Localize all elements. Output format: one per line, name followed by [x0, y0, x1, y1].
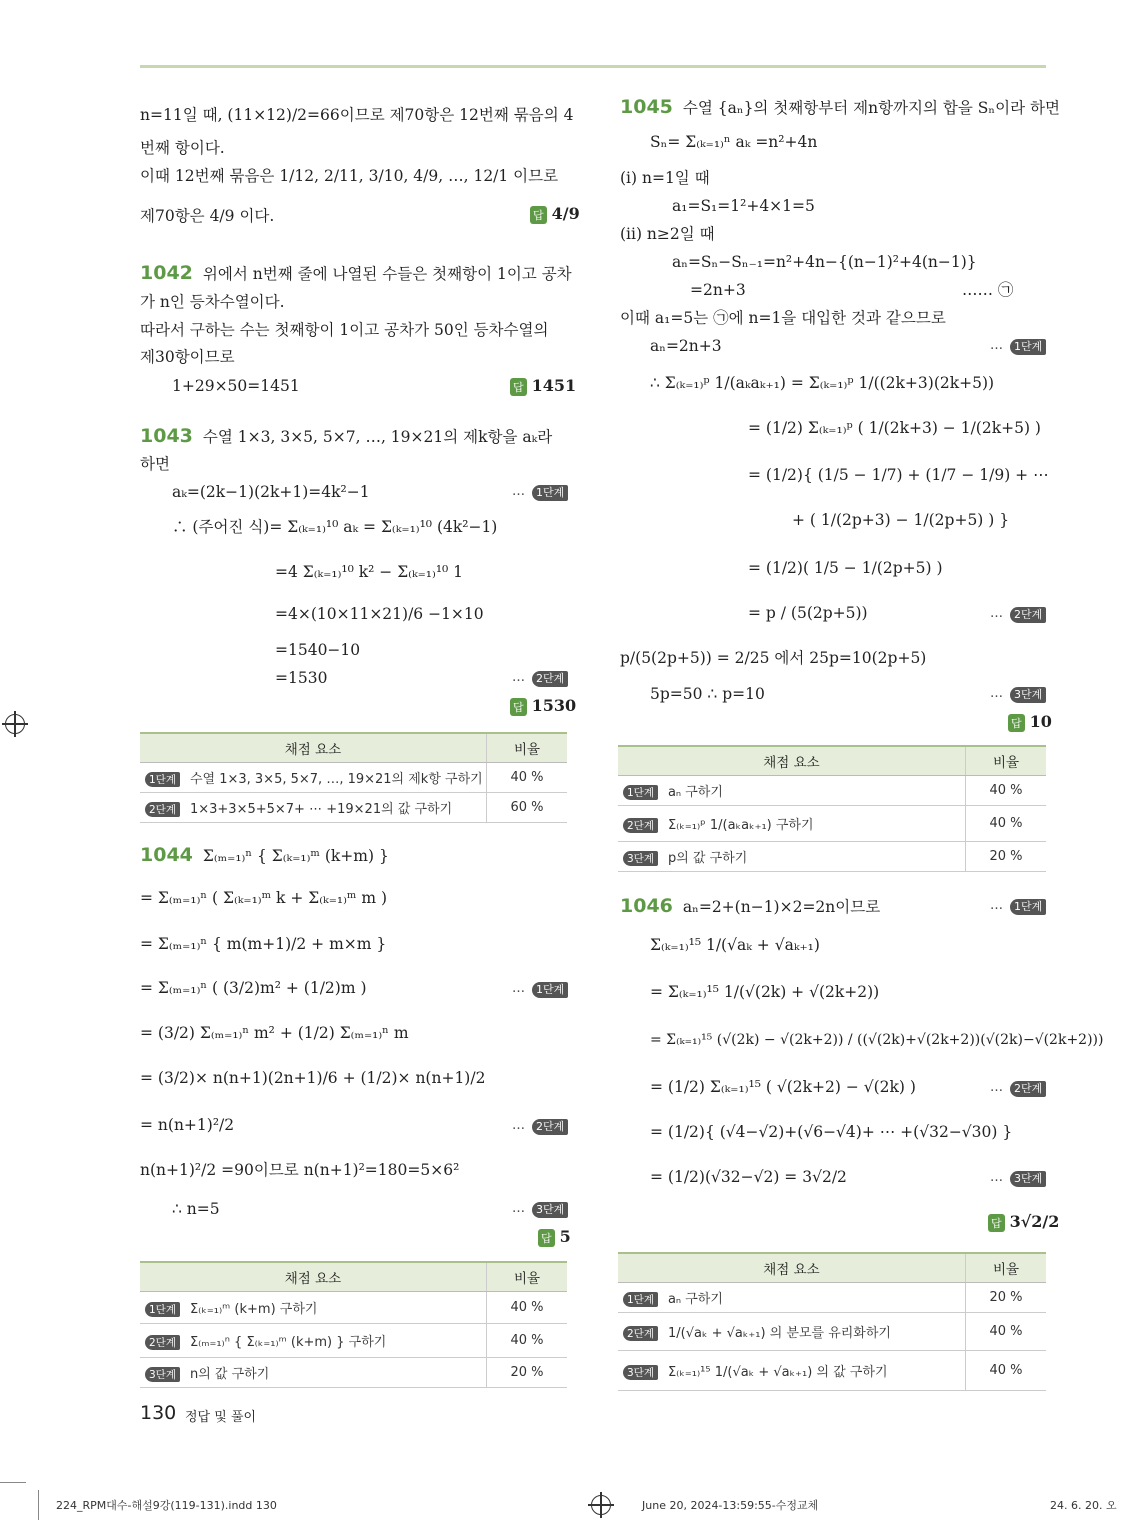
step-badge: 2단계 [532, 671, 568, 687]
math-line: ∴ (주어진 식)= Σ₍ₖ₌₁₎¹⁰ aₖ = Σ₍ₖ₌₁₎¹⁰ (4k²−1) [172, 518, 498, 536]
text-line: 제70항은 4/9 이다. [140, 207, 275, 225]
step-badge: 1단계 [1010, 899, 1046, 915]
table-row [140, 763, 567, 793]
table-row [140, 793, 567, 823]
table-header: 채점 요소 [618, 746, 966, 776]
step-badge: 2단계 [145, 802, 180, 817]
timestamp: June 20, 2024-13:59:55-수정교체 [642, 1499, 819, 1512]
math-line: ∴ Σ₍ₖ₌₁₎ᵖ 1/(aₖaₖ₊₁) = Σ₍ₖ₌₁₎ᵖ 1/((2k+3)(2k+5)) [650, 374, 995, 392]
problem-1045-line [620, 97, 1060, 118]
text-line: 제30항이므로 [140, 348, 235, 366]
text: 위에서 n번째 줄에 나열된 수들은 첫째항이 1이고 공차 [202, 265, 572, 283]
math-line: = (1/2) Σ₍ₖ₌₁₎ᵖ ( 1/(2k+3) − 1/(2k+5) ) [748, 419, 1041, 437]
math-line: = (1/2)(√32−√2) = 3√2/2 [650, 1168, 847, 1186]
answer-value: 4/9 [551, 204, 580, 223]
step-badge: 2단계 [623, 1326, 658, 1341]
math-line: a₁=S₁=1²+4×1=5 [672, 197, 815, 215]
equation-marker: …… ㉠ [962, 281, 1014, 299]
math-line: aₙ=2n+3 [650, 337, 722, 355]
text-line: 따라서 구하는 수는 첫째항이 1이고 공차가 50인 등차수열의 [140, 321, 549, 339]
table-row [140, 1292, 567, 1324]
print-date: 24. 6. 20. 오 [1050, 1499, 1117, 1512]
answer-value: 1451 [531, 376, 577, 395]
step-badge: 2단계 [1010, 607, 1046, 623]
math-line: = (3/2)× n(n+1)(2n+1)/6 + (1/2)× n(n+1)/2 [140, 1069, 486, 1087]
dots: … [512, 1201, 525, 1216]
text-line: 가 n인 등차수열이다. [140, 293, 285, 311]
cell: Σ₍ₖ₌₁₎¹⁵ 1/(√aₖ + √aₖ₊₁) 의 값 구하기 [667, 1365, 888, 1380]
problem-number: 1043 [140, 425, 193, 447]
problem-1046-line [620, 896, 880, 917]
answer [1008, 712, 1052, 732]
cell: 40 % [966, 1313, 1047, 1351]
dots: … [990, 1080, 1003, 1095]
math-line: = Σ₍ₘ₌₁₎ⁿ ( (3/2)m² + (1/2)m ) [140, 979, 367, 997]
step-badge: 3단계 [1010, 687, 1046, 703]
step-badge: 2단계 [145, 1335, 180, 1350]
math-line: = (1/2) Σ₍ₖ₌₁₎¹⁵ ( √(2k+2) − √(2k) ) [650, 1078, 916, 1096]
dots: … [512, 484, 525, 499]
dots: … [990, 338, 1003, 353]
problem-1042-line [140, 263, 572, 284]
math-line: = n(n+1)²/2 [140, 1116, 235, 1134]
text-line: 번째 항이다. [140, 139, 225, 157]
table-header: 채점 요소 [140, 1262, 487, 1292]
cell: 1/(√aₖ + √aₖ₊₁) 의 분모를 유리화하기 [667, 1326, 891, 1341]
cell: 20 % [487, 1358, 568, 1388]
cell: 40 % [487, 1324, 568, 1358]
answer [538, 1227, 571, 1247]
text: 수열 1×3, 3×5, 5×7, …, 19×21의 제k항을 aₖ라 [202, 428, 553, 446]
math-line: =4 Σ₍ₖ₌₁₎¹⁰ k² − Σ₍ₖ₌₁₎¹⁰ 1 [275, 563, 464, 581]
cell: 40 % [966, 776, 1047, 806]
step-badge: 2단계 [623, 818, 658, 833]
cell: n의 값 구하기 [189, 1367, 270, 1382]
answer [530, 204, 580, 224]
table-header: 비율 [487, 1262, 568, 1292]
table-row [618, 776, 1046, 806]
cell: 40 % [487, 1292, 568, 1324]
step-badge: 1단계 [532, 982, 568, 998]
answer-tag: 답 [530, 206, 547, 224]
problem-number: 1044 [140, 844, 193, 866]
table-row [618, 1351, 1046, 1391]
step-badge: 1단계 [623, 785, 658, 800]
cell: p의 값 구하기 [667, 851, 748, 866]
math-line: ∴ n=5 [172, 1200, 220, 1218]
step-badge: 1단계 [1010, 339, 1046, 355]
problem-number: 1045 [620, 96, 673, 118]
cell: 40 % [966, 1351, 1047, 1391]
answer-value: 3√2/2 [1009, 1212, 1060, 1231]
math-line: 5p=50 ∴ p=10 [650, 685, 765, 703]
cell: 20 % [966, 1283, 1047, 1313]
text-line: n=11일 때, (11×12)/2=66이므로 제70항은 12번째 묶음의 4 [140, 106, 574, 124]
math-line: = (1/2){ (√4−√2)+(√6−√4)+ ⋯ +(√32−√30) } [650, 1123, 1013, 1141]
table-header: 비율 [966, 746, 1047, 776]
scoring-table-1044 [140, 1261, 567, 1388]
registration-mark-icon [5, 714, 25, 734]
scoring-table-1043 [140, 732, 567, 823]
page-number: 130 [140, 1402, 177, 1424]
answer-value: 1530 [531, 696, 577, 715]
table-row [618, 806, 1046, 842]
text: 수열 {aₙ}의 첫째항부터 제n항까지의 합을 Sₙ이라 하면 [682, 99, 1060, 117]
table-row [140, 1358, 567, 1388]
math-line: 1+29×50=1451 [172, 377, 300, 395]
cell: Σ₍ₖ₌₁₎ᵐ (k+m) 구하기 [189, 1302, 318, 1317]
text-line: 하면 [140, 455, 170, 473]
math-line: = (3/2) Σ₍ₘ₌₁₎ⁿ m² + (1/2) Σ₍ₘ₌₁₎ⁿ m [140, 1024, 409, 1042]
dots: … [512, 670, 525, 685]
math-line: = (1/2)( 1/5 − 1/(2p+5) ) [748, 559, 943, 577]
cell: Σ₍ₘ₌₁₎ⁿ { Σ₍ₖ₌₁₎ᵐ (k+m) } 구하기 [189, 1335, 387, 1350]
step-badge: 1단계 [145, 772, 180, 787]
scoring-table-1046 [618, 1252, 1046, 1391]
math-line: = Σ₍ₖ₌₁₎¹⁵ 1/(√(2k) + √(2k+2)) [650, 983, 880, 1001]
math-line: + ( 1/(2p+3) − 1/(2p+5) ) } [792, 511, 1010, 529]
cell: Σ₍ₖ₌₁₎ᵖ 1/(aₖaₖ₊₁) 구하기 [667, 818, 814, 833]
text-line: (i) n=1일 때 [620, 169, 710, 187]
dots: … [990, 606, 1003, 621]
math-line: p/(5(2p+5)) = 2/25 에서 25p=10(2p+5) [620, 649, 927, 667]
file-name: 224_RPM대수-해설9강(119-131).indd 130 [56, 1499, 277, 1512]
math-line: = Σ₍ₘ₌₁₎ⁿ { m(m+1)/2 + m×m } [140, 935, 387, 953]
cell: 40 % [487, 763, 568, 793]
answer-tag: 답 [510, 378, 527, 396]
cell: 1×3+3×5+5×7+ ⋯ +19×21의 값 구하기 [189, 802, 453, 817]
step-badge: 3단계 [532, 1202, 568, 1218]
dots: … [990, 686, 1003, 701]
math-line: = Σ₍ₖ₌₁₎¹⁵ (√(2k) − √(2k+2)) / ((√(2k)+√(2k+2))(√(2k)−√(2k+2))) [650, 1032, 1104, 1048]
answer [510, 696, 576, 716]
answer-value: 5 [559, 1227, 571, 1246]
answer-tag: 답 [510, 698, 527, 716]
math-line: = Σ₍ₘ₌₁₎ⁿ ( Σ₍ₖ₌₁₎ᵐ k + Σ₍ₖ₌₁₎ᵐ m ) [140, 889, 388, 907]
text: Σ₍ₘ₌₁₎ⁿ { Σ₍ₖ₌₁₎ᵐ (k+m) } [202, 847, 389, 865]
text-line: 이때 12번째 묶음은 1/12, 2/11, 3/10, 4/9, …, 12/1 이므로 [140, 167, 559, 185]
table-header: 채점 요소 [140, 733, 487, 763]
step-badge: 2단계 [532, 1119, 568, 1135]
cell: aₙ 구하기 [667, 785, 723, 800]
math-line: = (1/2){ (1/5 − 1/7) + (1/7 − 1/9) + ⋯ [748, 466, 1049, 484]
math-line: =4×(10×11×21)/6 −1×10 [275, 605, 484, 623]
table-header: 비율 [966, 1253, 1047, 1283]
math-line: Sₙ= Σ₍ₖ₌₁₎ⁿ aₖ =n²+4n [650, 133, 818, 151]
answer-tag: 답 [1008, 714, 1025, 732]
answer [510, 376, 576, 396]
problem-number: 1046 [620, 895, 673, 917]
registration-mark-icon [591, 1495, 611, 1515]
cell: 수열 1×3, 3×5, 5×7, …, 19×21의 제k항 구하기 [189, 772, 483, 787]
math-line: =2n+3 [690, 281, 746, 299]
step-badge: 3단계 [1010, 1171, 1046, 1187]
math-line: aₙ=Sₙ−Sₙ₋₁=n²+4n−{(n−1)²+4(n−1)} [672, 253, 977, 271]
problem-1044-line [140, 845, 389, 866]
answer-tag: 답 [538, 1229, 555, 1247]
dots: … [990, 1170, 1003, 1185]
cell: 40 % [966, 806, 1047, 842]
table-row [618, 1283, 1046, 1313]
section-title: 정답 및 풀이 [185, 1410, 257, 1425]
cell: 60 % [487, 793, 568, 823]
step-badge: 1단계 [623, 1292, 658, 1307]
crop-mark [38, 1490, 39, 1520]
math-line: = p / (5(2p+5)) [748, 604, 868, 622]
crop-mark [0, 1482, 26, 1483]
dots: … [512, 981, 525, 996]
math-line: Σ₍ₖ₌₁₎¹⁵ 1/(√aₖ + √aₖ₊₁) [650, 936, 820, 954]
step-badge: 3단계 [145, 1367, 180, 1382]
dots: … [990, 898, 1003, 913]
problem-number: 1042 [140, 262, 193, 284]
table-header: 비율 [487, 733, 568, 763]
answer [988, 1212, 1059, 1232]
answer-tag: 답 [988, 1214, 1005, 1232]
top-rule [140, 65, 1046, 68]
math-line: aₖ=(2k−1)(2k+1)=4k²−1 [172, 483, 370, 501]
math-line: =1530 [275, 669, 328, 687]
math-line: n(n+1)²/2 =90이므로 n(n+1)²=180=5×6² [140, 1161, 460, 1179]
table-header: 채점 요소 [618, 1253, 966, 1283]
step-badge: 1단계 [532, 485, 568, 501]
scoring-table-1045 [618, 745, 1046, 872]
text-line: 이때 a₁=5는 ㉠에 n=1을 대입한 것과 같으므로 [620, 309, 946, 327]
table-row [140, 1324, 567, 1358]
step-badge: 1단계 [145, 1302, 180, 1317]
answer-value: 10 [1029, 712, 1052, 731]
text: aₙ=2+(n−1)×2=2n이므로 [682, 898, 881, 916]
dots: … [512, 1118, 525, 1133]
text-line: (ii) n≥2일 때 [620, 225, 715, 243]
step-badge: 2단계 [1010, 1081, 1046, 1097]
cell: aₙ 구하기 [667, 1292, 723, 1307]
cell: 20 % [966, 842, 1047, 872]
table-row [618, 1313, 1046, 1351]
math-line: =1540−10 [275, 641, 361, 659]
table-row [618, 842, 1046, 872]
step-badge: 3단계 [623, 851, 658, 866]
step-badge: 3단계 [623, 1365, 658, 1380]
problem-1043-line [140, 426, 552, 447]
